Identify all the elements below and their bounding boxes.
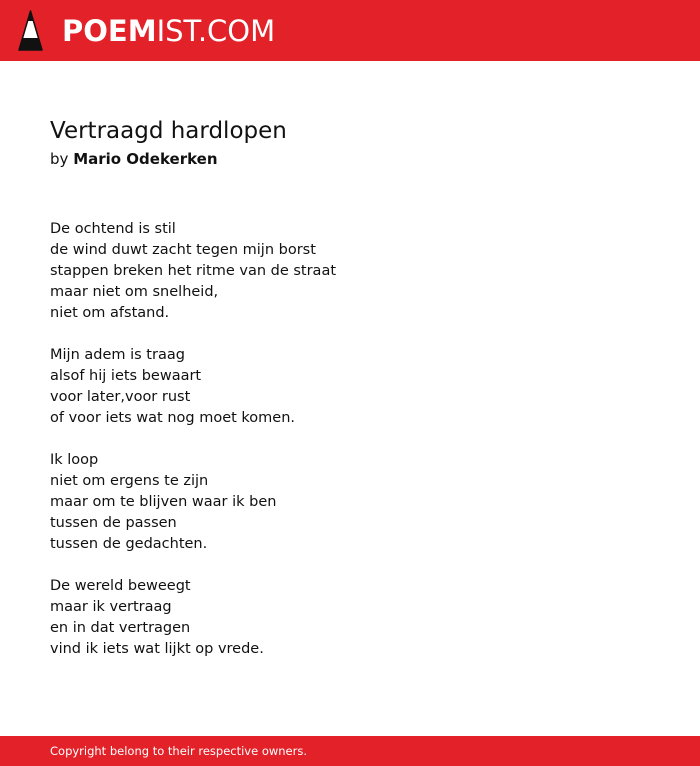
copyright-text: Copyright belong to their respective owners.: [50, 744, 308, 758]
poem-line: stappen breken het ritme van de straat: [50, 263, 337, 279]
poem-line: tussen de gedachten.: [50, 536, 208, 552]
stanza: [50, 345, 650, 429]
poem-line: voor later,voor rust: [50, 389, 191, 405]
poem-line: De ochtend is stil: [50, 221, 176, 237]
poem-line: maar ik vertraag: [50, 599, 172, 615]
poem-line: De wereld beweegt: [50, 578, 191, 594]
poem-line: Mijn adem is traag: [50, 347, 185, 363]
author-name: Mario Odekerken: [73, 150, 218, 168]
poem-line: alsof hij iets bewaart: [50, 368, 202, 384]
site-footer: [0, 736, 700, 766]
poem-line: de wind duwt zacht tegen mijn borst: [50, 242, 316, 258]
poem-line: Ik loop: [50, 452, 99, 468]
byline: [50, 148, 650, 170]
stanza: [50, 576, 650, 660]
poem-line: maar niet om snelheid,: [50, 284, 219, 300]
poem-title: Vertraagd hardlopen: [50, 118, 287, 144]
poem-body: [50, 219, 650, 660]
poem-line: vind ik iets wat lijkt op vrede.: [50, 641, 264, 657]
poem-line: niet om afstand.: [50, 305, 170, 321]
brand-light: IST.COM: [156, 14, 276, 48]
poem-content: [50, 114, 650, 681]
site-logo-text[interactable]: [62, 12, 275, 50]
poem-line: of voor iets wat nog moet komen.: [50, 410, 295, 426]
poem-line: tussen de passen: [50, 515, 177, 531]
poem-line: en in dat vertragen: [50, 620, 191, 636]
pencil-tip-icon[interactable]: [18, 10, 43, 51]
site-header: [0, 0, 700, 61]
by-label: by: [50, 150, 69, 168]
stanza: [50, 450, 650, 555]
poem-line: maar om te blijven waar ik ben: [50, 494, 277, 510]
stanza: [50, 219, 650, 324]
brand-strong: POEM: [62, 14, 157, 48]
poem-line: niet om ergens te zijn: [50, 473, 209, 489]
